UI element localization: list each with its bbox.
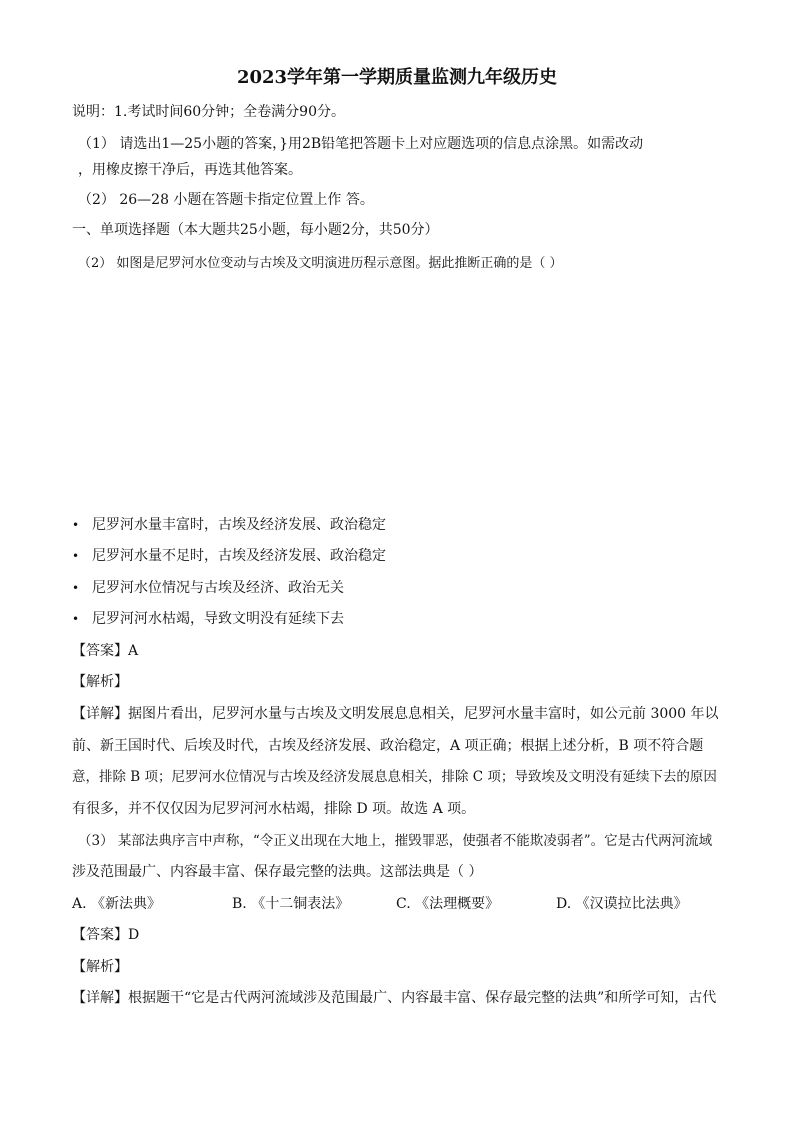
question-2-option-d: 尼罗河河水枯竭，导致文明没有延续下去 [92, 611, 344, 627]
question-2-option-c: 尼罗河水位情况与古埃及经济、政治无关 [92, 580, 344, 596]
question-2-answer: 【答案】A [72, 643, 139, 659]
question-3-option-b: B. 《十二铜表法》 [232, 896, 350, 912]
bullet-icon: • [72, 581, 80, 595]
page-title: 2023学年第一学期质量监测九年级历史 [236, 67, 558, 88]
question-2-option-b: 尼罗河水量不足时，古埃及经济发展、政治稳定 [92, 548, 386, 564]
question-2-detail-line-3: 意，排除 B 项；尼罗河水位情况与古埃及经济发展息息相关，排除 C 项；导致埃及文明没有延续下去的原因 [72, 769, 717, 785]
section-heading: 一、单项选择题（本大题共25小题，每小题2分，共50分） [72, 222, 439, 238]
bullet-icon: • [72, 612, 80, 626]
question-3-detail-line-1: 【详解】根据题干“它是古代两河流域涉及范围最广、内容最丰富、保存最完整的法典”和所学可知，古代 [72, 990, 717, 1006]
bullet-icon: • [72, 518, 80, 532]
question-3-option-a: A. 《新法典》 [72, 896, 162, 912]
question-3-analysis-label: 【解析】 [72, 959, 128, 975]
question-2-option-a: 尼罗河水量丰富时，古埃及经济发展、政治稳定 [92, 517, 386, 533]
question-2-detail-line-1: 【详解】据图片看出，尼罗河水量与古埃及文明发展息息相关，尼罗河水量丰富时，如公元前 3000 年以 [72, 706, 719, 722]
question-2-detail-line-2: 前、新王国时代、后埃及时代，古埃及经济发展、政治稳定，A 项正确；根据上述分析，B 项不符合题 [72, 738, 704, 754]
bullet-icon: • [72, 549, 80, 563]
question-3-stem-line-2: 涉及范围最广、内容最丰富、保存最完整的法典。这部法典是（ ） [72, 864, 483, 880]
question-3-stem-line-1: （3） 某部法典序言中声称，“令正义出现在大地上，摧毁罪恶，使强者不能欺凌弱者”。它是古代两河流域 [78, 833, 713, 849]
question-3-answer: 【答案】D [72, 927, 140, 943]
question-3-option-c: C. 《法理概要》 [396, 896, 500, 912]
nile-water-level-figure [110, 280, 670, 495]
question-2-detail-line-4: 有很多，并不仅仅因为尼罗河河水枯竭，排除 D 项。故选 A 项。 [72, 801, 476, 817]
instructions-line-4: （2） 26—28 小题在答题卡指定位置上作 答。 [78, 192, 374, 208]
question-2-analysis-label: 【解析】 [72, 674, 128, 690]
question-2-stem: （2） 如图是尼罗河水位变动与古埃及文明演进历程示意图。据此推断正确的是（ ） [78, 256, 563, 271]
question-3-option-d: D. 《汉谟拉比法典》 [556, 896, 688, 912]
instructions-line-3: ，用橡皮擦干净后，再选其他答案。 [78, 162, 302, 178]
instructions-line-2: （1） 请选出1—25小题的答案，}用2B铅笔把答题卡上对应题选项的信息点涂黑。如需改动 [78, 136, 644, 152]
instructions-line-1: 说明：1.考试时间60分钟；全卷满分90分。 [72, 104, 345, 120]
